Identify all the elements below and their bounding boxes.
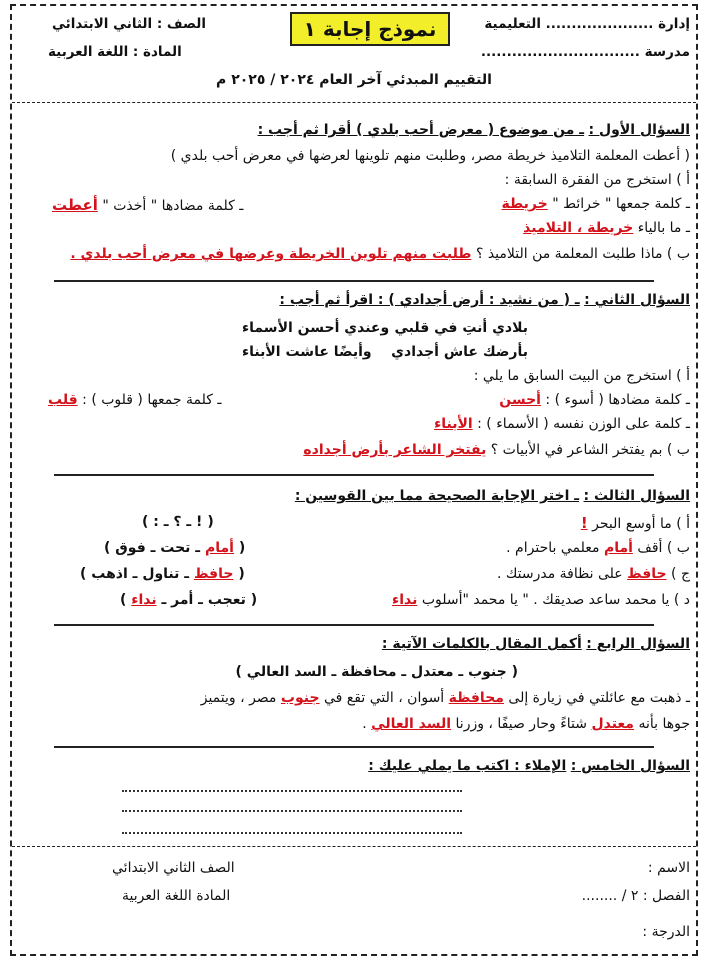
grade-label: الصف : الثاني الابتدائي	[52, 16, 206, 32]
q5-heading	[368, 758, 690, 774]
q3-row-b-answer: أمام	[603, 540, 633, 556]
q4-line1-answer1: محافظة	[448, 690, 504, 706]
q2-divider	[54, 474, 654, 476]
q1-heading	[258, 122, 690, 138]
school-label: مدرسة ...............................	[480, 44, 690, 60]
q1-part-b-row	[70, 246, 690, 262]
answer-model-badge: نموذج إجابة ١	[290, 12, 450, 46]
q4-line1-mid: أسوان ، التي تقع في	[324, 690, 445, 706]
q2-antonym-row	[499, 392, 690, 408]
q5-label: السؤال الخامس :	[570, 758, 690, 774]
q1-ya-question: ـ ما بالياء	[637, 220, 690, 236]
q2-weight-question: ـ كلمة على الوزن نفسه ( الأسماء ) :	[477, 416, 690, 432]
q2-verse1-left: وعندي أحسن الأسماء	[242, 320, 390, 336]
q2-weight-answer: الأبناء	[434, 416, 473, 432]
q1-label: السؤال الأول :	[588, 122, 690, 138]
q3-row-b	[506, 540, 690, 556]
q4-line1-answer2: جنوب	[280, 690, 320, 706]
q4-line2-post: .	[362, 716, 367, 732]
administration-label: إدارة ..................... التعليمية	[484, 16, 690, 32]
q3-row-a-answer: !	[580, 514, 588, 532]
worksheet-page	[10, 4, 698, 956]
q2-part-b-answer: يفتخر الشاعر بأرض أجداده	[303, 442, 487, 458]
q1-antonym-question: ـ كلمة مضادها " أخذت "	[102, 198, 244, 214]
q4-label: السؤال الرابع :	[586, 636, 690, 652]
q1-ya-answer: خريطة ، التلاميذ	[523, 220, 634, 236]
q3-row-c-post: على نظافة مدرستك .	[496, 566, 623, 582]
q3-row-b-options: ( أمام ـ تحت ـ فوق )	[104, 540, 246, 556]
q3-row-a	[581, 514, 690, 532]
q5-divider	[12, 846, 696, 847]
q3-row-d-answer: نداء	[392, 592, 418, 608]
q2-heading	[279, 292, 690, 308]
q3-row-c-option-correct: حافظ	[193, 566, 234, 582]
q1-part-b-question: ب ) ماذا طلبت المعلمة من التلاميذ ؟	[475, 246, 690, 262]
q4-line2-pre: جوها بأنه	[638, 716, 690, 732]
q2-plural-row	[48, 392, 221, 408]
q2-verse2-right: بأرضك عاش أجدادي	[391, 344, 528, 360]
q1-plural-question: ـ كلمة جمعها " خرائط "	[552, 196, 690, 212]
q3-row-b-option-correct: أمام	[204, 540, 234, 556]
header-divider	[12, 102, 696, 103]
footer-grade: الصف الثاني الابتدائي	[112, 860, 235, 876]
q3-label: السؤال الثالث :	[583, 488, 690, 504]
q3-row-d	[392, 592, 690, 608]
q4-line1	[201, 690, 690, 706]
q1-passage: ( أعطت المعلمة التلاميذ خريطة مصر، وطلبت منهم تلوينها لعرضها في معرض أحب بلدي )	[170, 148, 690, 164]
q2-verse1-right: بلادي أنتِ في قلبي	[394, 320, 528, 336]
q2-antonym-question: ـ كلمة مضادها ( أسوء ) :	[545, 392, 690, 408]
q1-part-b-answer: طلبت منهم تلوين الخريطة وعرضها في معرض أحب بلدي .	[70, 246, 472, 262]
exam-title: التقييم المبدئي آخر العام ٢٠٢٤ / ٢٠٢٥ م	[216, 72, 492, 88]
q4-line2-mid: شتاءً وحار صيفًا ، وزرنا	[455, 716, 587, 732]
q4-heading	[382, 636, 690, 652]
dictation-line-3[interactable]	[122, 832, 462, 834]
q3-row-b-pre: ب ) أقف	[637, 540, 690, 556]
q3-row-c-answer: حافظ	[627, 566, 667, 582]
q2-plural-answer: قلب	[48, 392, 78, 408]
q1-ya-row	[523, 220, 690, 236]
q3-row-a-options: ( ! ـ ؟ ـ : )	[142, 514, 214, 530]
q1-antonym-answer: أعطت	[52, 196, 98, 214]
q1-divider	[54, 280, 654, 282]
q4-line1-pre: ـ ذهبت مع عائلتي في زيارة إلى	[508, 690, 690, 706]
q3-row-c	[497, 566, 690, 582]
q3-heading	[295, 488, 690, 504]
q3-instruction: ـ اختر الإجابة الصحيحة مما بين القوسين :	[294, 488, 580, 504]
q1-part-a: أ ) استخرج من الفقرة السابقة :	[504, 172, 690, 188]
student-name-label[interactable]: الاسم :	[647, 860, 690, 876]
q3-row-c-pre: ج )	[671, 566, 690, 582]
q3-row-c-options: ( حافظ ـ تناول ـ اذهب )	[80, 566, 245, 582]
footer-subject: المادة اللغة العربية	[122, 888, 231, 904]
q3-row-c-option-rest: ـ تناول ـ اذهب )	[80, 566, 190, 582]
q3-row-d-option-rest: ( تعجب ـ أمر ـ	[161, 592, 258, 608]
subject-label: المادة : اللغة العربية	[48, 44, 182, 60]
q3-row-a-question: أ ) ما أوسع البحر	[592, 516, 690, 532]
q2-part-b-question: ب ) بم يفتخر الشاعر في الأبيات ؟	[490, 442, 690, 458]
q3-row-b-option-rest: ـ تحت ـ فوق )	[104, 540, 201, 556]
q2-antonym-answer: أحسن	[499, 392, 541, 408]
dictation-line-1[interactable]	[122, 790, 462, 792]
q1-topic: ـ من موضوع ( معرض أحب بلدي ) أقرا ثم أجب :	[257, 122, 585, 138]
q4-line2	[362, 716, 690, 732]
q4-line2-answer1: معتدل	[591, 716, 634, 732]
q2-plural-question: ـ كلمة جمعها ( قلوب ) :	[82, 392, 222, 408]
q2-topic: ـ ( من نشيد : أرض أجدادي ) : اقرأ ثم أجب :	[279, 292, 580, 308]
q3-row-d-question: د ) يا محمد ساعد صديقك . " يا محمد "أسلوب	[421, 592, 690, 608]
q3-divider	[54, 624, 654, 626]
q2-verse2-left: وأيضًا عاشت الأبناء	[242, 344, 372, 360]
q3-row-b-post: معلمي باحترام .	[506, 540, 600, 556]
q1-antonym-row	[52, 196, 243, 214]
q2-part-a: أ ) استخرج من البيت السابق ما يلي :	[473, 368, 690, 384]
class-label[interactable]: الفصل : ٢ / ........	[581, 888, 690, 904]
score-label[interactable]: الدرجة :	[642, 924, 690, 940]
q3-row-d-options: ( تعجب ـ أمر ـ نداء )	[120, 592, 258, 608]
q4-instruction: أكمل المقال بالكلمات الآتية :	[381, 636, 582, 652]
q2-weight-row	[434, 416, 690, 432]
q4-line1-post: مصر ، ويتميز	[200, 690, 277, 706]
q4-divider	[54, 746, 654, 748]
q1-plural-row	[502, 196, 690, 212]
q1-plural-answer: خريطة	[501, 196, 548, 212]
q2-part-b-row	[303, 442, 690, 458]
q3-row-d-option-correct: نداء	[131, 592, 157, 608]
q4-line2-answer2: السد العالي	[371, 716, 452, 732]
dictation-line-2[interactable]	[122, 810, 462, 812]
q5-instruction: الإملاء : اكتب ما يملي عليك :	[368, 758, 567, 774]
q2-label: السؤال الثاني :	[584, 292, 690, 308]
q4-word-bank: ( جنوب ـ معتدل ـ محافظة ـ السد العالي )	[235, 664, 518, 680]
